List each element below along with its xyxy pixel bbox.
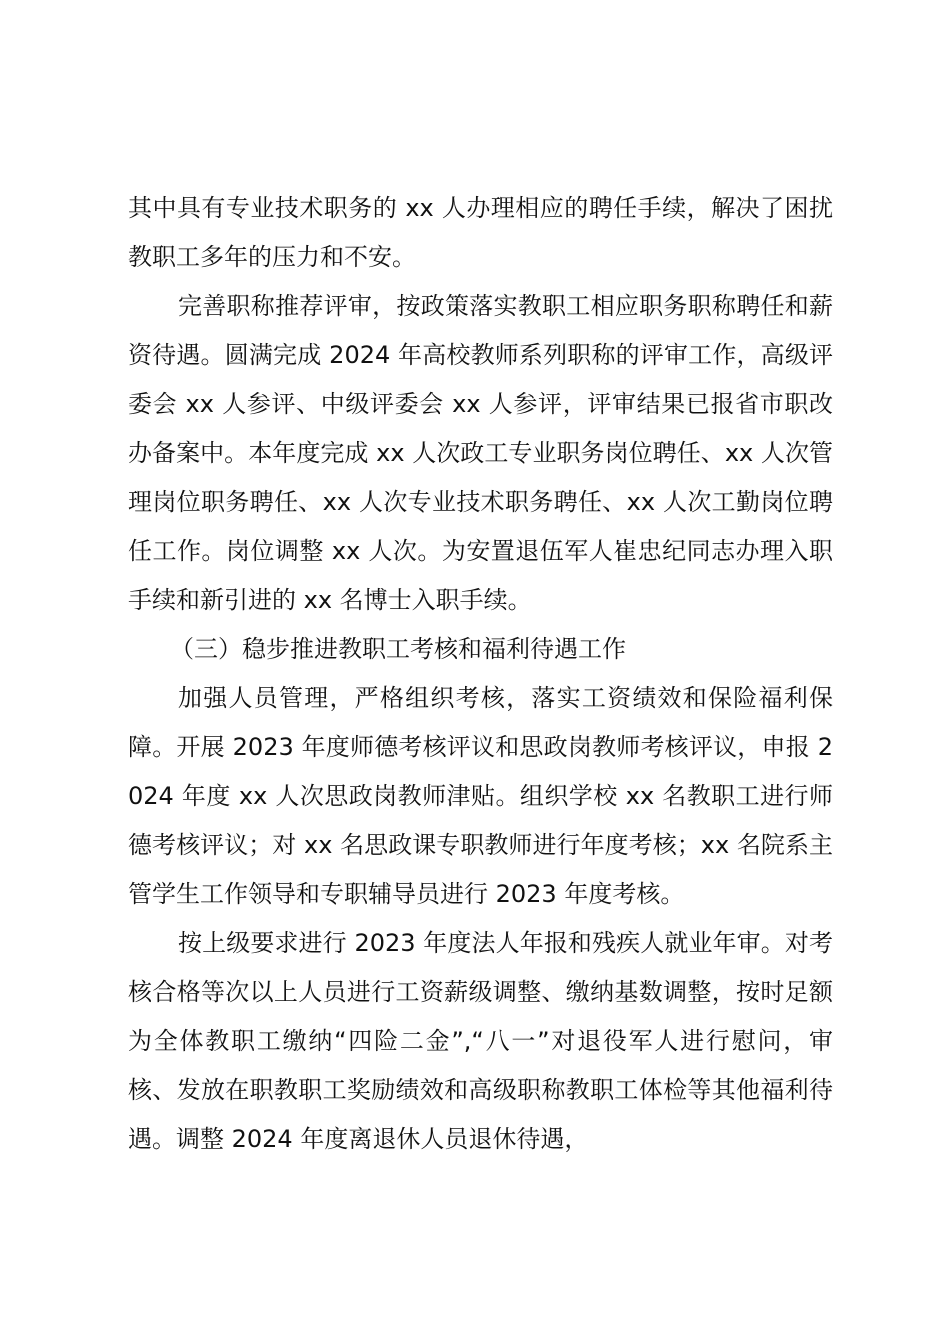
paragraph-continuation: 其中具有专业技术职务的 xx 人办理相应的聘任手续，解决了困扰教职工多年的压力和不安。 [128,194,833,271]
section-heading: （三）稳步推进教职工考核和福利待遇工作 [170,635,626,663]
paragraph-title-evaluation: 完善职称推荐评审，按政策落实教职工相应职务职称聘任和薪资待遇。圆满完成 2024 年高校教师系列职称的评审工作，高级评委会 xx 人参评、中级评委会 xx 人参评，评审结果已报省市职改办备案中。本年度完成 xx 人次政工专业职务岗位聘任、xx 人次管理岗位职务聘任、xx 人次专业技术职务聘任、xx 人次工勤岗位聘任工作。岗位调整 xx 人次。为安置退伍军人崔忠纪同志办理入职手续和新引进的 xx 名博士入职手续。 [128,292,833,614]
paragraph-welfare: 按上级要求进行 2023 年度法人年报和残疾人就业年审。对考核合格等次以上人员进行工资薪级调整、缴纳基数调整，按时足额为全体教职工缴纳“四险二金”,“八一”对退役军人进行慰问，审核、发放在职教职工奖励绩效和高级职称教职工体检等其他福利待遇。调整 2024 年度离退休人员退休待遇， [128,929,833,1153]
document-body [128,184,833,1164]
paragraph-assessment: 加强人员管理，严格组织考核，落实工资绩效和保险福利保障。开展 2023 年度师德考核评议和思政岗教师考核评议，申报 2024 年度 xx 人次思政岗教师津贴。组织学校 xx 名教职工进行师德考核评议；对 xx 名思政课专职教师进行年度考核；xx 名院系主管学生工作领导和专职辅导员进行 2023 年度考核。 [128,684,833,908]
